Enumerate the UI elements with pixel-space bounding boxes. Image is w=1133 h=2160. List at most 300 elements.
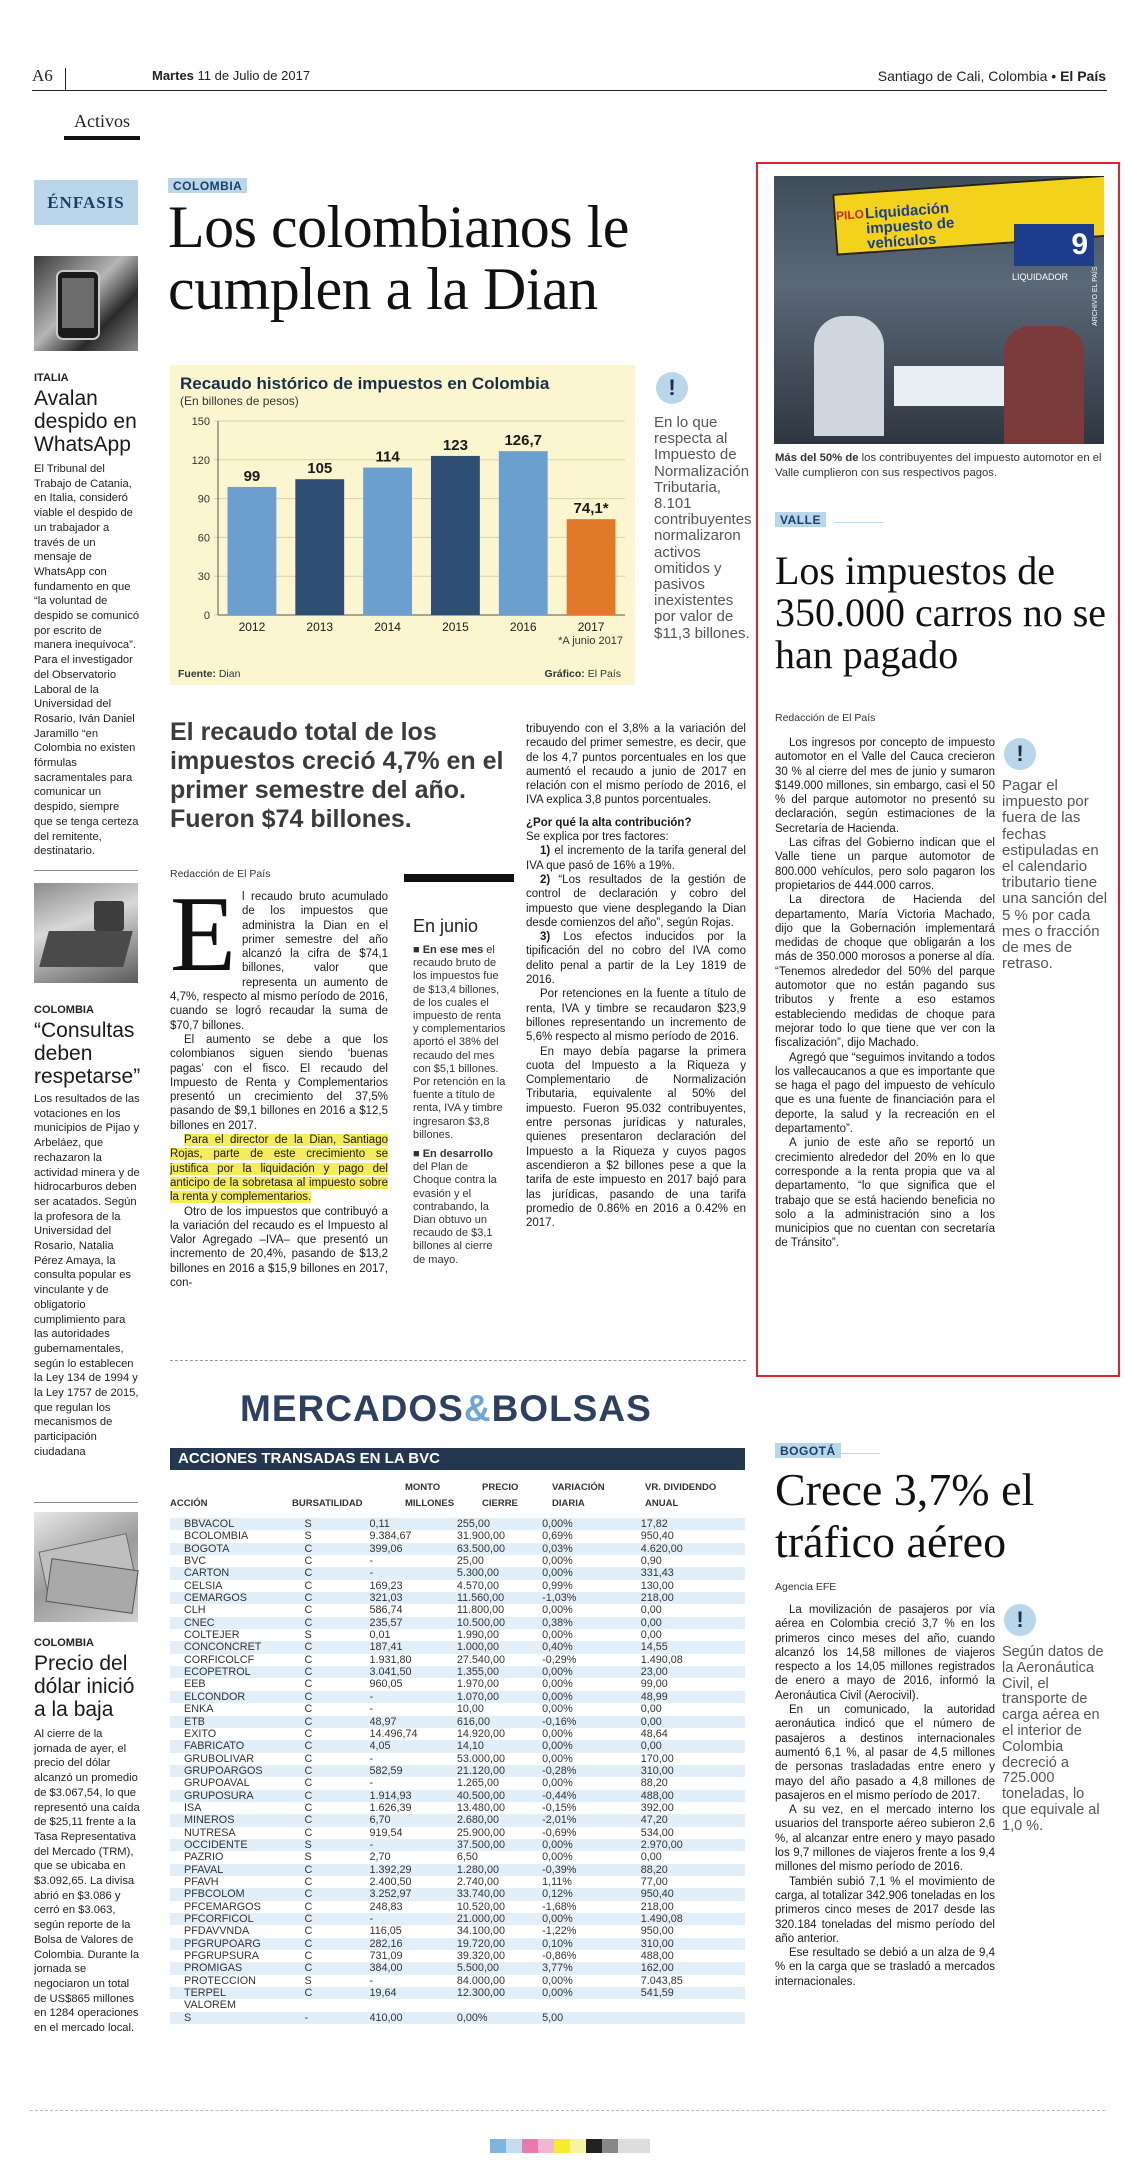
stock-row (170, 1728, 745, 1740)
valle-paragraph: Las cifras del Gobierno indican que el Valle tiene un parque automotor de 800.000 vehículos, pero solo pagaron los propietarios de 444.000 carros. (775, 837, 995, 892)
stock-cell (457, 1999, 542, 2011)
stock-cell: 0,00% (542, 1604, 573, 1617)
col3-paragraph: Por retenciones en la fuente a título de renta, IVA y timbre se recaudaron $23,9 billones representando un incremento de 5,6% respecto al mismo período de 2016. (526, 988, 746, 1044)
stock-cell: NUTRESA (184, 1826, 236, 1839)
stock-cell: BOGOTA (184, 1542, 230, 1555)
stock-cell: C (304, 1913, 313, 1925)
stock-cell: C (304, 1888, 313, 1901)
stock-cell: C (304, 1962, 313, 1975)
stock-row (170, 1925, 745, 1937)
stock-cell: C (304, 1678, 313, 1691)
bogota-headline: Crece 3,7% el tráfico aéreo (775, 1464, 1035, 1567)
main-column-3: tribuyendo con el 3,8% a la variación del recaudo del primer semestre, es decir, que de los 4,7 puntos porcentuales en los que aumentó el recaudo a junio de 2017 en relación con el mismo período de 2016, el IVA explica 3,8 puntos porcentuales. ¿Por qué la alta contribución? Se explica por tres factores: 1) el incremento de la tarifa general del IVA que pasó de 16% a 19%. 2) “Los resultados de la gestión de control de declaración y cobro del impuesto que viene desplegando la Dian desde comienzos del año”, según Rojas. 3) Los efectos inducidos por la tipificación del no cobro del IVA como delito penal a partir de la Ley 1819 de 2016. Por retenciones en la fuente a título de renta, IVA y timbre se recaudaron $23,9 billones representando un incremento de 5,6% respecto al mismo período de 2016. En mayo debía pagarse la primera cuota del Impuesto a la Riqueza y Complementario de Normalización Tributaria, equivalente al 50% del impuesto. Fueron 95.032 contribuyentes, entre personas jurídicas y naturales, quienes presentaron declaración del Impuesto a la Riqueza y cuyos pagos ascendieron a $2 billones pese a que la tarifa de este impuesto en 2017 bajó para las jurídicas, pasando de una tarifa promedio de 0.86% en 2016 a 0.42% en 2017. (526, 723, 746, 1230)
stock-cell: C (304, 1616, 313, 1629)
stock-row (170, 2012, 745, 2024)
stock-cell: 47,20 (640, 1814, 668, 1827)
stock-cell: CONCONCRET (184, 1641, 262, 1654)
stock-cell: 384,00 (369, 1962, 403, 1975)
stock-cell: PAZRIO (184, 1851, 224, 1864)
stock-cell: EEB (184, 1678, 206, 1691)
stock-cell: -2,01% (542, 1814, 577, 1827)
chart-value-label: 105 (307, 460, 333, 478)
valle-paragraph: A junio de este año se reportó un crecimiento alrededor del 20% en lo que corresponde a la renta propia que va al departamento, “lo que significa que el trabajo que se está haciendo beneficia no solo a la administración sino a los municipios que no cuentan con secretaría de Tránsito”. (775, 1137, 995, 1250)
stock-row (170, 1703, 745, 1715)
chart-bar (431, 456, 480, 615)
stock-cell: 1.990,00 (456, 1629, 499, 1642)
stock-cell: 248,83 (369, 1900, 403, 1913)
stock-cell: -1,03% (542, 1592, 577, 1605)
stock-row (170, 1691, 745, 1703)
page-number: A6 (32, 66, 53, 85)
stock-cell (370, 1999, 457, 2011)
col1-paragraph: El aumento se debe a que los colombianos siguen siendo ‘buenas pagas’ con el fisco. El recaudo del Impuesto de Renta y Complementarios presentó un crecimiento del 37,5% pasando de $9,1 billones en 2016 a $12,5 billones en 2017. (170, 1033, 388, 1132)
stock-cell: 84.000,00 (456, 1974, 505, 1987)
stock-cell: 0,00 (640, 1715, 662, 1728)
stock-cell: C (304, 1653, 313, 1666)
stock-cell: 21.000,00 (456, 1913, 505, 1925)
valle-headline: Los impuestos de 350.000 carros no se han pagado (775, 548, 1107, 677)
stock-cell: - (369, 1974, 374, 1987)
stock-cell: 1.931,80 (369, 1653, 412, 1666)
stock-row (170, 1975, 745, 1987)
stock-cell: 1.355,00 (456, 1666, 499, 1679)
stock-cell: 0,00 (640, 1851, 662, 1864)
stock-cell: GRUBOLIVAR (184, 1752, 254, 1765)
valle-paragraph: La directora de Hacienda del departamento, María Victoria Machado, dijo que la Gobernación implementará medidas de choque que obligarán a los más de 350.000 morosos a ponerse al día. “Tenemos alrededor del 50% del parque automotor que no están pagando sus tributos y frente a eso estamos estableciendo medidas de choque para mejorar todo lo que tiene que ver con la fiscalización”, dijo Machado. (775, 894, 995, 1050)
markets-logo: MERCADOS&BOLSAS (240, 1388, 652, 1429)
stock-cell: 12.300,00 (456, 1987, 505, 2000)
stock-cell: 0,00 (640, 1629, 662, 1642)
stock-cell: C (304, 1703, 313, 1716)
stock-cell: C (304, 1826, 313, 1839)
stock-cell: 7.043,85 (640, 1974, 683, 1987)
stock-cell: - (369, 1838, 374, 1851)
bogota-body (775, 1603, 995, 1989)
stock-cell: C (304, 1814, 313, 1827)
valle-body (775, 736, 995, 1251)
stock-cell: - (304, 2011, 309, 2024)
stock-cell: S (304, 1518, 312, 1530)
stock-cell: EXITO (184, 1727, 217, 1740)
stock-cell (641, 1999, 745, 2011)
stock-cell: 582,59 (369, 1764, 403, 1777)
stock-cell: - (369, 1777, 374, 1790)
mining-photo (34, 883, 138, 983)
stock-row (170, 1617, 745, 1629)
stock-cell: 19,64 (369, 1987, 397, 2000)
stock-cell: 2.970,00 (640, 1838, 683, 1851)
stock-cell: 321,03 (369, 1592, 403, 1605)
stock-cell (641, 2012, 745, 2024)
bogota-paragraph: En un comunicado, la autoridad aeronáutica indicó que el número de pasajeros a destinos internacionales aumentó 6,1 %, al pasar de 4,5 millones de personas trasladadas entre enero y mayo del año pasado a 4,8 millones de pasajeros en el mismo período de 2017. (775, 1704, 995, 1802)
stock-cell: 5.300,00 (456, 1567, 499, 1580)
chart-y-tick: 60 (197, 532, 210, 545)
stock-row (170, 1641, 745, 1653)
stock-cell: C (304, 1604, 313, 1617)
stock-cell: 2.740,00 (456, 1875, 499, 1888)
header-rule (32, 90, 1107, 91)
stock-cell: PFGRUPOARG (184, 1937, 261, 1950)
photo-caption: Más del 50% de los contribuyentes del impuesto automotor en el Valle cumplieron con sus respectivos pagos. (775, 452, 1102, 479)
stock-row (170, 1740, 745, 1752)
stock-cell: 218,00 (640, 1592, 674, 1605)
stock-cell: 34.100,00 (456, 1925, 505, 1938)
stock-cell: 1.490,08 (640, 1913, 683, 1925)
chart-y-tick: 30 (197, 571, 210, 584)
bogota-byline: Agencia EFE (775, 1581, 837, 1593)
stock-cell: 0,00% (542, 1666, 573, 1679)
stock-cell: 39.320,00 (456, 1950, 505, 1963)
chart-x-tick: 2014 (374, 620, 401, 634)
stock-cell: 11.800,00 (456, 1604, 505, 1617)
stock-cell: 5,00 (542, 2011, 564, 2024)
stock-row (170, 1888, 745, 1900)
chart-y-tick: 90 (197, 493, 210, 506)
stock-cell: 616,00 (456, 1715, 490, 1728)
stock-cell: 534,00 (640, 1826, 674, 1839)
stock-cell: 310,00 (640, 1764, 674, 1777)
stock-cell: 0,38% (542, 1616, 573, 1629)
stock-cell: 541,59 (640, 1987, 674, 2000)
stock-cell: 950,40 (640, 1530, 674, 1543)
stock-cell: OCCIDENTE (184, 1838, 248, 1851)
stock-row (170, 1580, 745, 1592)
main-kicker: COLOMBIA (168, 178, 247, 193)
stock-cell: 235,57 (369, 1616, 403, 1629)
stock-row (170, 1999, 745, 2011)
stock-cell: FABRICATO (184, 1740, 245, 1753)
stock-cell: C (304, 1567, 313, 1580)
stock-cell: C (304, 1764, 313, 1777)
stock-cell: ISA (184, 1801, 202, 1814)
stock-cell: PFAVAL (184, 1863, 224, 1876)
stock-cell: C (304, 1715, 313, 1728)
stock-cell: 10.520,00 (456, 1900, 505, 1913)
stock-cell: 0,00% (542, 1690, 573, 1703)
stock-cell: C (304, 1579, 313, 1592)
stock-cell: CORFICOLCF (184, 1653, 255, 1666)
stock-cell: 88,20 (640, 1863, 668, 1876)
stock-cell: 0,00% (542, 1567, 573, 1580)
stock-cell: C (304, 1641, 313, 1654)
stock-cell: S (304, 1851, 312, 1864)
main-column-1 (170, 875, 388, 1290)
kicker-line (840, 1453, 880, 1454)
stock-cell: 169,23 (369, 1579, 403, 1592)
bogota-paragraph: Ese resultado se debió a un alza de 9,4 % en la carga que se trasladó a mercados internacionales. (775, 1947, 995, 1988)
stock-cell: 53.000,00 (456, 1752, 505, 1765)
stock-row (170, 1839, 745, 1851)
photo-sign-brand: PILO (835, 207, 865, 223)
stock-cell: 0,00% (542, 1838, 573, 1851)
sidebar-kicker-dolar: COLOMBIA (34, 1637, 94, 1649)
stock-cell: 23,00 (640, 1666, 668, 1679)
stock-cell: 0,00% (542, 1752, 573, 1765)
stock-cell: 17,82 (640, 1518, 668, 1530)
stock-cell: COLTEJER (184, 1629, 240, 1642)
col3-paragraph: En mayo debía pagarse la primera cuota del Impuesto a la Riqueza y Complementario de Normalización Tributaria, equivalente al 50% del impuesto. Fueron 95.032 contribuyentes, entre personas jurídicas y naturales, quienes presentaron declaración del Impuesto a la Riqueza y cuyos pagos ascendieron a $2 billones pese a que la tarifa de este impuesto en 2017 bajó para las jurídicas, pasando de una tarifa promedio de 0.86% en 2016 a 0.42% en 2017. (526, 1045, 746, 1230)
stock-cell: -0,16% (542, 1715, 577, 1728)
stock-cell: 0,01 (369, 1629, 391, 1642)
stock-row (170, 1666, 745, 1678)
stock-cell: C (304, 1937, 313, 1950)
stock-cell: BCOLOMBIA (184, 1530, 249, 1543)
stock-cell: - (369, 1567, 374, 1580)
chart-x-tick: 2015 (442, 620, 469, 634)
stock-cell: 4.620,00 (640, 1542, 683, 1555)
stock-row (170, 1802, 745, 1814)
chart-x-tick: 2013 (306, 620, 334, 634)
stock-cell: - (369, 1703, 374, 1716)
stock-cell: GRUPOARGOS (184, 1764, 263, 1777)
stock-cell: - (369, 1555, 374, 1568)
chart-bar (295, 479, 344, 615)
stock-cell: PROMIGAS (184, 1962, 243, 1975)
stock-cell: 99,00 (640, 1678, 668, 1691)
stock-cell: 0,00% (542, 1555, 573, 1568)
factor-3: Los efectos inducidos por la tipificación del no cobro del IVA como delito penal a partir de la Ley 1819 de 2016. (526, 931, 746, 987)
header-divider (65, 68, 66, 90)
stock-cell: S (304, 1974, 312, 1987)
stock-row (170, 1864, 745, 1876)
stock-cell: PFGRUPSURA (184, 1950, 259, 1963)
stock-cell: 2.400,50 (369, 1875, 412, 1888)
note-exclamation-icon: ! (1004, 738, 1036, 770)
stock-row (170, 1777, 745, 1789)
section-divider (170, 1360, 746, 1361)
stock-cell: C (304, 1789, 313, 1802)
stock-cell: C (304, 1900, 313, 1913)
main-byline: Redacción de El País (170, 868, 271, 880)
photo-counter-number: 9 (1014, 224, 1094, 266)
stock-cell: 10,00 (456, 1703, 484, 1716)
bogota-kicker: BOGOTÁ (775, 1443, 841, 1458)
stock-cell: C (304, 1777, 313, 1790)
stock-cell: 0,00 (640, 1703, 662, 1716)
stock-cell: 14.920,00 (456, 1727, 505, 1740)
photo-credit: ARCHIVO EL PAÍS (1092, 266, 1099, 326)
col3-intro: Se explica por tres factores: (526, 831, 669, 844)
stock-cell: 9.384,67 (369, 1530, 412, 1543)
stock-cell: 11.560,00 (456, 1592, 505, 1605)
stock-row (170, 1629, 745, 1641)
stock-cell: 218,00 (640, 1900, 674, 1913)
stock-cell: C (304, 1863, 313, 1876)
stock-cell: -0,39% (542, 1863, 577, 1876)
stock-cell: 331,43 (640, 1567, 674, 1580)
stock-cell: 14.496,74 (369, 1727, 418, 1740)
photo-person (1004, 326, 1084, 444)
chart-x-tick: 2016 (509, 620, 537, 634)
stock-cell: -0,69% (542, 1826, 577, 1839)
stock-cell: 4,05 (369, 1740, 391, 1753)
stock-cell: C (304, 1801, 313, 1814)
photo-person (814, 316, 884, 436)
stock-row (170, 1790, 745, 1802)
revenue-chart (170, 365, 635, 685)
bogota-paragraph: A su vez, en el mercado interno los usuarios del transporte aéreo subieron 2,6 %, al alcanzar entre enero y mayo pasado los 9,7 millones de viajeros frente a los 9,4 millones del mismo período de 2016. (775, 1804, 995, 1874)
sidebar-title-dolar: Precio del dólar inició a la baja (34, 1652, 135, 1721)
stock-cell: C (304, 1727, 313, 1740)
stock-cell: 0,00 (640, 1740, 662, 1753)
stock-row (170, 1876, 745, 1888)
stock-cell: 25.900,00 (456, 1826, 505, 1839)
stock-cell: PROTECCION (184, 1974, 256, 1987)
stock-row (170, 1827, 745, 1839)
sidebar-kicker-colombia: COLOMBIA (34, 1004, 94, 1016)
whatsapp-photo (34, 256, 138, 351)
valle-paragraph: Los ingresos por concepto de impuesto automotor en el Valle del Cauca crecieron 30 % al cierre del mes de junio y sumaron $149.000 millones, sin embargo, casi el 50 % del parque automotor no presentó su declaración, según estimaciones de la Secretaría de Hacienda. (775, 737, 995, 835)
chart-subtitle: (En billones de pesos) (180, 394, 299, 408)
stock-cell: C (304, 1690, 313, 1703)
highlighted-quote: Para el director de la Dian, Santiago Rojas, parte de este crecimiento se justifica por la liquidación y pago del anticipo de la sobretasa al impuesto sobre la renta y complementarios. (170, 1134, 388, 1204)
stock-cell: 116,05 (369, 1925, 402, 1938)
stock-row (170, 1901, 745, 1913)
photo-document (894, 366, 1014, 406)
stock-cell: 19.720,00 (456, 1937, 505, 1950)
stock-cell: 950,00 (640, 1925, 674, 1938)
stock-cell: -0,28% (542, 1764, 577, 1777)
stock-cell: CNEC (184, 1616, 215, 1629)
stock-cell: 63.500,00 (456, 1542, 505, 1555)
stock-cell: 25,00 (456, 1555, 484, 1568)
stock-cell: 392,00 (640, 1801, 674, 1814)
sidebar-divider (34, 870, 138, 871)
stock-cell: 1.070,00 (456, 1690, 499, 1703)
chart-value-label: 126,7 (504, 432, 543, 450)
stock-cell: 37.500,00 (456, 1838, 505, 1851)
stock-cell: S (184, 2011, 192, 2024)
stock-cell: 4.570,00 (456, 1579, 499, 1592)
stock-cell: CARTON (184, 1567, 230, 1580)
chart-value-label: 99 (243, 467, 261, 485)
sidebar-body-dolar: Al cierre de la jornada de ayer, el precio del dólar alcanzó un promedio de $3.067,54, lo que representó una caída de $25,11 frente a la Tasa Representativa del Mercado (TRM), que se ubicaba en $3.092,65. La divisa abrió en $3.086 y cerró en $3.063, según reporte de la Bolsa de Valores de Colombia. Durante la jornada se negociaron un total de US$865 millones en 1284 operaciones en el mercado local. (34, 1728, 140, 2035)
stock-cell: 960,05 (369, 1678, 403, 1691)
stock-cell: C (304, 1950, 313, 1963)
stock-cell: S (304, 1838, 312, 1851)
valle-kicker: VALLE (775, 512, 826, 527)
stock-cell: 586,74 (369, 1604, 403, 1617)
chart-value-label: 74,1* (573, 500, 609, 518)
stock-cell: C (304, 1875, 313, 1888)
stock-row (170, 1678, 745, 1690)
stock-cell: 77,00 (640, 1875, 668, 1888)
stock-cell: 0,00% (542, 1740, 573, 1753)
main-note: En lo que respecta al Impuesto de Normalización Tributaria, 8.101 contribuyentes normalizaron activos omitidos y pasivos inexistentes por valor de $11,3 billones. (654, 414, 752, 642)
stock-cell: - (369, 1913, 374, 1925)
stock-cell: 5.500,00 (456, 1962, 499, 1975)
stock-cell: 48,97 (369, 1715, 397, 1728)
stock-row (170, 1913, 745, 1925)
chart-value-label: 114 (375, 448, 400, 466)
stock-cell: CEMARGOS (184, 1592, 247, 1605)
stock-cell: 0,00% (542, 1727, 573, 1740)
stock-row (170, 1716, 745, 1728)
stock-row (170, 1851, 745, 1863)
stock-cell: 88,20 (640, 1777, 668, 1790)
stock-row (170, 1592, 745, 1604)
stock-cell: C (304, 1592, 313, 1605)
stock-cell: -1,68% (542, 1900, 577, 1913)
stock-row (170, 1654, 745, 1666)
bogota-note: Según datos de la Aeronáutica Civil, el transporte de carga aérea en el interior de Colombia decreció a 725.000 toneladas, lo que equivale al 1,0 %. (1002, 1644, 1104, 1834)
valle-paragraph: Agregó que “seguimos invitando a todos los vallecaucanos a que es importante que se haga el pago del impuesto de vehículo que es una fuente de financiación para el deporte, la salud y la recreación en el departamento”. (775, 1051, 995, 1136)
stock-cell: 0,00% (542, 1518, 573, 1530)
stock-cell: -0,15% (542, 1801, 577, 1814)
stock-cell: 1.265,00 (456, 1777, 499, 1790)
stock-cell: PFDAVVNDA (184, 1925, 250, 1938)
color-registration-bar (490, 2139, 650, 2153)
stock-cell: 950,40 (640, 1888, 674, 1901)
stock-cell: 0,11 (369, 1518, 390, 1530)
stock-cell: 40.500,00 (456, 1789, 505, 1802)
bogota-paragraph: También subió 7,1 % el movimiento de carga, al totalizar 342.906 toneladas en los primeros cinco meses de 2017 desde las 320.184 toneladas del mismo período del año anterior. (775, 1875, 995, 1945)
stock-cell: 130,00 (640, 1579, 674, 1592)
stock-cell: 6,50 (456, 1851, 478, 1864)
stock-row (170, 1530, 745, 1542)
stock-cell: BBVACOL (184, 1518, 235, 1530)
stock-cell: 14,10 (456, 1740, 484, 1753)
factor-1: el incremento de la tarifa general del IVA que pasó de 16% a 19%. (526, 845, 746, 872)
stock-cell: 255,00 (456, 1518, 490, 1530)
stock-cell: 3.041,50 (369, 1666, 412, 1679)
sidebar-kicker-italia: ITALIA (34, 372, 69, 384)
sidebar-title-consultas: “Consultas deben respetarse” (34, 1019, 141, 1088)
stock-cell: BVC (184, 1555, 207, 1568)
stock-cell: 0,69% (542, 1530, 573, 1543)
stock-row (170, 1567, 745, 1579)
stock-cell: PFBCOLOM (184, 1888, 245, 1901)
footer-rule (30, 2110, 1105, 2111)
box-body: ■ En ese mes el recaudo bruto de los impuestos fue de $13,4 billones, de los cuales el impuesto de renta y complementarios aportó el 38% del recaudo del mes con $5,1 billones. Por retención en la fuente a título de renta, IVA y timbre ingresaron $3,8 billones. ■ En desarrollo del Plan de Choque contra la evasión y el contrabando, la Dian obtuvo un recaudo de $3,1 billones al cierre de mayo. (413, 944, 506, 1266)
stock-cell: C (304, 1542, 313, 1555)
stock-cell: 2,70 (369, 1851, 391, 1864)
stock-cell: - (369, 1690, 374, 1703)
stock-cell: CELSIA (184, 1579, 223, 1592)
table-header: ACCIÓN BURSATILIDAD MONTO MILLONES PRECIO CIERRE VARIACIÓN DIARIA VR. DIVIDENDO ANUAL (170, 1482, 717, 1509)
stock-cell: 399,06 (369, 1542, 403, 1555)
stock-cell: 1.626,39 (369, 1801, 412, 1814)
chart-value-label: 123 (442, 436, 468, 454)
chart-credit: Gráfico: El País (544, 668, 621, 680)
stock-cell: MINEROS (184, 1814, 235, 1827)
sidebar-body-consultas: Los resultados de las votaciones en los municipios de Pijao y Arbeláez, que rechazaron la actividad minera y de hidrocarburos deben ser acatados. Según la profesora de la Universidad del Rosario, Natalia Pérez Amaya, la consulta popular es vinculante y de obligatorio cumplimiento para las autoridades gubernamentales, según lo establecen la Ley 134 de 1994 y la Ley 1757 de 2015, que regulan los mecanismos de participación ciudadana (34, 1093, 140, 1458)
stock-cell: TERPEL (184, 1987, 227, 2000)
stock-cell: 2.680,00 (456, 1814, 499, 1827)
stock-cell: -0,86% (542, 1950, 577, 1963)
factor-2: “Los resultados de la gestión de control de declaración y cobro del impuesto que viene desplegando la Dian desde comienzos del año”, según Rojas. (526, 873, 746, 929)
enfasis-label: ÉNFASIS (34, 180, 138, 225)
stock-cell: C (304, 1987, 313, 2000)
stock-cell: 0,12% (542, 1888, 573, 1901)
valle-note: Pagar el impuesto por fuera de las fechas estipuladas en el calendario tributario tiene una sanción del 5 % por cada mes o fracción de mes de retraso. (1002, 777, 1108, 973)
header-location: Santiago de Cali, Colombia • El País (877, 68, 1106, 84)
stock-cell (305, 1999, 370, 2011)
stock-cell: -1,22% (542, 1925, 577, 1938)
stock-cell: 31.900,00 (456, 1530, 505, 1543)
stock-cell: 0,00 (640, 1616, 662, 1629)
stock-cell: C (304, 1752, 313, 1765)
stock-cell: PFAVH (184, 1875, 219, 1888)
stock-cell: 1.914,93 (369, 1789, 412, 1802)
main-headline: Los colombianos le cumplen a la Dian (168, 194, 629, 322)
stock-cell: - (369, 1752, 374, 1765)
chart-source: Fuente: Dian (178, 668, 241, 680)
chart-bar (363, 468, 412, 615)
stock-cell (542, 1999, 641, 2011)
stock-cell: 282,16 (369, 1937, 403, 1950)
stock-cell: GRUPOSURA (184, 1789, 254, 1802)
